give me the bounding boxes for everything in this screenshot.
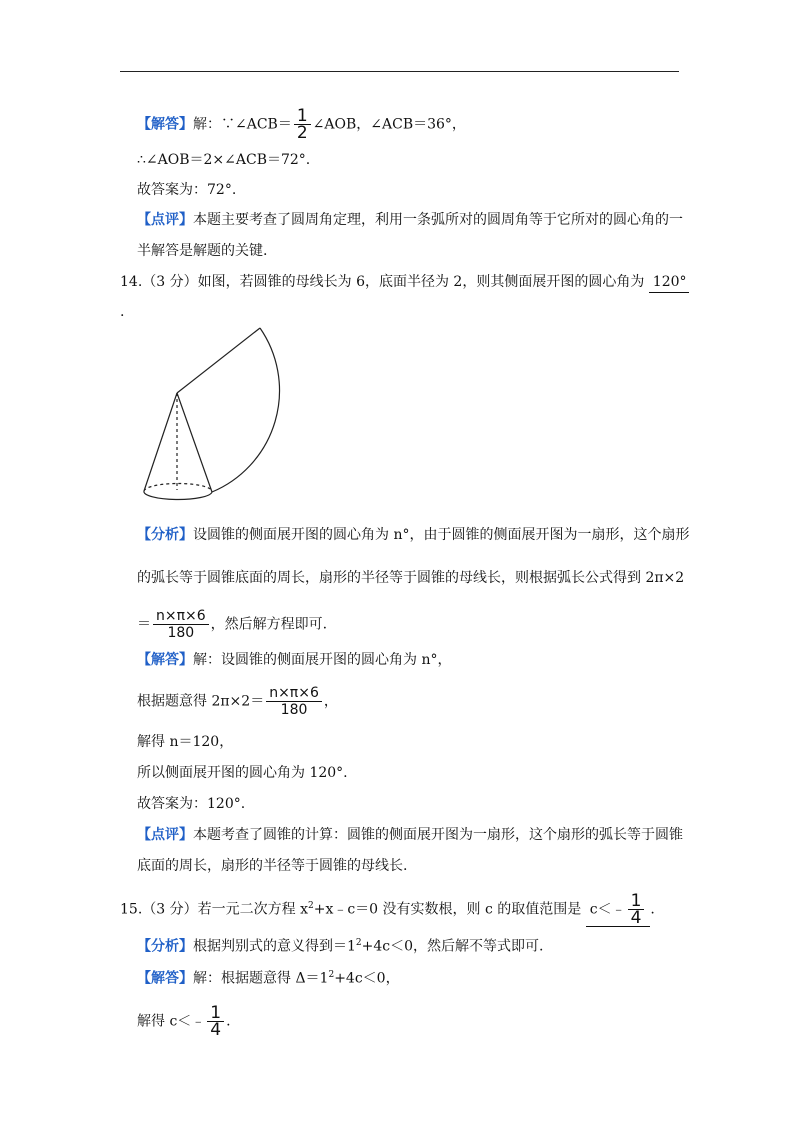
question-number: 15. — [120, 901, 143, 918]
q15-answer — [137, 965, 400, 989]
q14-answer-line4: 所以侧面展开图的圆心角为 120°. — [137, 765, 348, 781]
frac-denominator: 4 — [630, 908, 642, 928]
q14-comment-line2: 底面的周长，扇形的半径等于圆锥的母线长. — [137, 858, 408, 874]
period: . — [650, 901, 655, 918]
frac-denominator: 2 — [296, 123, 308, 143]
period: . — [226, 1013, 231, 1030]
answer-tag: 【解答】 — [137, 652, 193, 668]
answer-blank — [586, 893, 651, 927]
answer-tag: 【解答】 — [137, 116, 193, 133]
solution-text: 解得 c＜﹣ — [137, 1013, 206, 1030]
fraction-one-quarter — [628, 893, 645, 926]
answer-tag: 【解答】 — [137, 970, 193, 987]
sector-radius-line — [177, 328, 260, 393]
q13-comment-line1 — [137, 210, 683, 230]
comment-tag: 【点评】 — [137, 212, 193, 228]
analysis-tail: ，然后解方程即可. — [210, 616, 328, 633]
frac-numerator: n×π×6 — [266, 685, 322, 702]
analysis-tag: 【分析】 — [137, 938, 193, 955]
answer-blank: 120° — [649, 272, 689, 293]
frac-denominator: 180 — [167, 625, 195, 641]
cone-base-front — [144, 491, 212, 500]
q15-question — [120, 893, 655, 927]
answer-tail: ， — [323, 693, 338, 710]
analysis-text: 根据判别式的意义得到＝1 — [193, 938, 356, 955]
frac-numerator: 1 — [294, 108, 311, 125]
frac-numerator: 1 — [628, 893, 645, 910]
superscript: 2 — [328, 970, 335, 980]
q14-comment-line1 — [137, 825, 683, 845]
comment-text: 本题考查了圆锥的计算：圆锥的侧面展开图为一扇形，这个扇形的弧长等于圆锥 — [193, 827, 683, 843]
q13-answer-line — [137, 108, 466, 141]
question-stem-rest: +x﹣c＝0 没有实数根，则 c 的取值范围是 — [313, 901, 582, 918]
answer-text: 根据题意得 2π×2＝ — [137, 693, 265, 710]
answer-text: 解：设圆锥的侧面展开图的圆心角为 n°， — [193, 652, 452, 668]
question-stem: 若一元二次方程 x — [197, 901, 308, 918]
header-rule — [120, 71, 679, 72]
analysis-text: 设圆锥的侧面展开图的圆心角为 n°，由于圆锥的侧面展开图为一扇形，这个扇形 — [193, 527, 690, 543]
sector-arc — [212, 328, 280, 492]
comment-tag: 【点评】 — [137, 827, 193, 843]
question-score: （3 分） — [142, 274, 198, 290]
cone-left-slant — [144, 393, 177, 491]
q14-analysis-line3 — [137, 608, 327, 641]
q14-answer-line1 — [137, 650, 451, 670]
frac-denominator: 4 — [210, 1020, 222, 1040]
q13-final: 故答案为：72°. — [137, 182, 237, 198]
frac-numerator: n×π×6 — [153, 608, 209, 625]
q14-analysis-line2: 的弧长等于圆锥底面的周长，扇形的半径等于圆锥的母线长，则根据弧长公式得到 2π×2 — [137, 570, 685, 586]
superscript: 2 — [355, 938, 362, 948]
superscript: 2 — [307, 900, 314, 911]
answer-text: 解：∵∠ACB＝ — [193, 116, 292, 133]
analysis-text-rest: +4c＜0，然后解不等式即可. — [361, 938, 544, 955]
comment-text: 本题主要考查了圆周角定理，利用一条弧所对的圆周角等于它所对的圆心角的一 — [193, 212, 683, 228]
frac-denominator: 180 — [280, 702, 308, 718]
question-number: 14. — [120, 274, 143, 290]
q13-comment-line2: 半解答是解题的关键. — [137, 243, 268, 259]
frac-numerator: 1 — [207, 1005, 224, 1022]
analysis-tag: 【分析】 — [137, 527, 193, 543]
q14-analysis-line1 — [137, 525, 689, 545]
cone-right-slant — [177, 393, 212, 492]
q14-answer-line3: 解得 n＝120， — [137, 734, 234, 750]
q14-question — [120, 272, 689, 293]
fraction-one-half — [294, 108, 311, 141]
fraction-one-quarter — [207, 1005, 224, 1038]
fraction-arc-formula — [153, 608, 209, 641]
q14-answer-line2 — [137, 685, 338, 718]
answer-text-rest: ∠AOB，∠ACB＝36°， — [312, 116, 466, 133]
question-score: （3 分） — [142, 901, 198, 918]
equals-sign: ＝ — [137, 616, 151, 633]
cone-base-back — [144, 483, 212, 492]
blank-text: c＜﹣ — [589, 901, 626, 918]
fraction-arc-formula — [266, 685, 322, 718]
q15-solution — [137, 1005, 231, 1038]
q14-answer-line5: 故答案为：120°. — [137, 796, 246, 812]
q15-analysis — [137, 933, 544, 957]
q13-step2: ∴∠AOB＝2×∠ACB＝72°. — [137, 152, 311, 168]
answer-text: 解：根据题意得 Δ＝1 — [193, 970, 329, 987]
q14-period: . — [120, 304, 125, 320]
cone-sector-figure — [136, 322, 286, 502]
question-stem: 如图，若圆锥的母线长为 6，底面半径为 2，则其侧面展开图的圆心角为 — [197, 274, 645, 290]
answer-text-rest: +4c＜0， — [334, 970, 400, 987]
